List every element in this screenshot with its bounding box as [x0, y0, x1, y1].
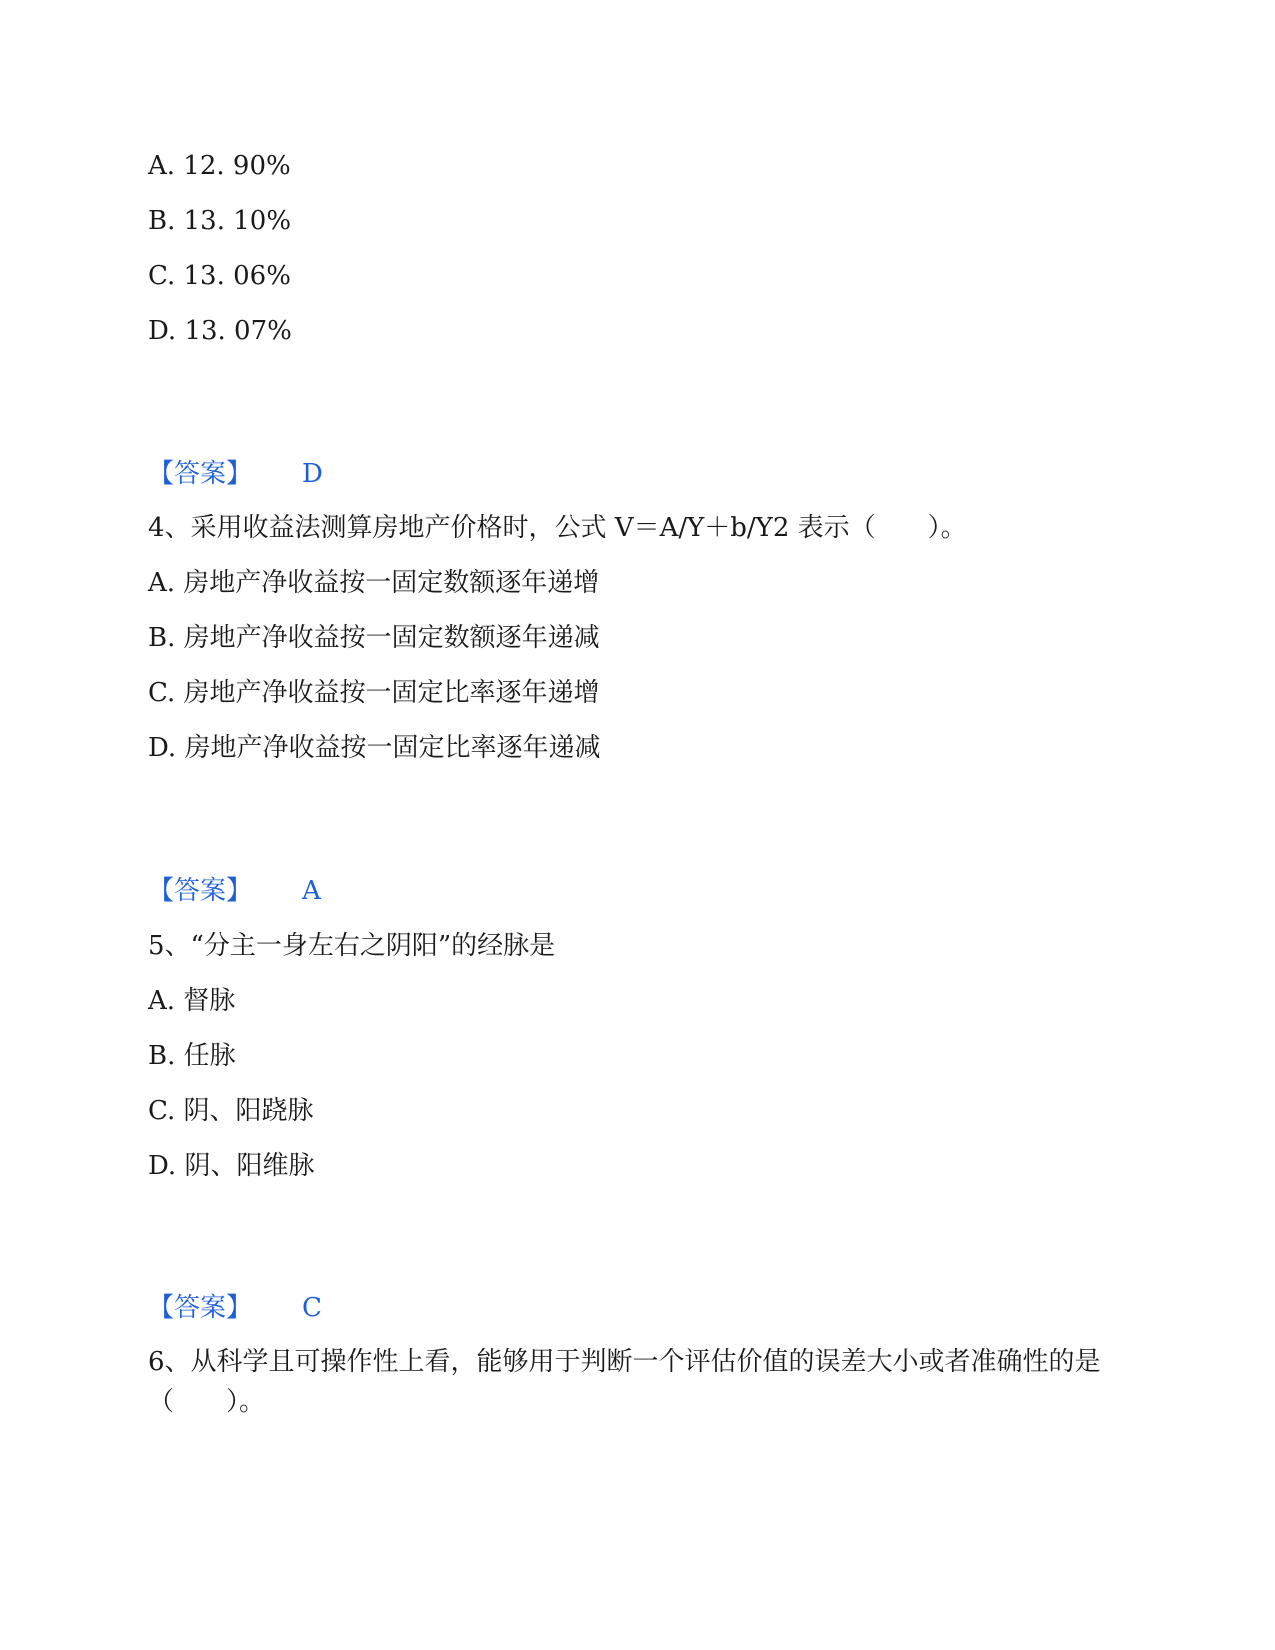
- answer-label: 【答案】: [148, 1293, 253, 1323]
- q4-question: 4、采用收益法测算房地产价格时，公式 V＝A/Y＋b/Y2 表示（ ）。: [148, 513, 967, 543]
- q4-option-a: A. 房地产净收益按一固定数额逐年递增: [148, 568, 600, 598]
- q3-option-a: A. 12. 90%: [148, 151, 291, 181]
- q4-option-d: D. 房地产净收益按一固定比率逐年递减: [148, 733, 601, 763]
- answer-label: 【答案】: [148, 459, 253, 489]
- q4-option-b: B. 房地产净收益按一固定数额逐年递减: [148, 623, 600, 653]
- q6-question: 6、从科学且可操作性上看，能够用于判断一个评估价值的误差大小或者准确性的是（ ）。: [148, 1347, 1101, 1417]
- q3-option-d: D. 13. 07%: [148, 316, 292, 346]
- q3-option-c: C. 13. 06%: [148, 261, 291, 291]
- q4-answer: [148, 873, 321, 909]
- q5-option-c: C. 阴、阳跷脉: [148, 1096, 314, 1126]
- answer-value: D: [302, 459, 323, 489]
- q3-option-b: B. 13. 10%: [148, 206, 292, 236]
- q5-option-a: A. 督脉: [148, 986, 236, 1016]
- q5-question: 5、“分主一身左右之阴阳”的经脉是: [148, 931, 556, 961]
- q5-option-d: D. 阴、阳维脉: [148, 1151, 315, 1181]
- q4-option-c: C. 房地产净收益按一固定比率逐年递增: [148, 678, 600, 708]
- answer-value: A: [302, 876, 321, 906]
- answer-label: 【答案】: [148, 876, 253, 906]
- q3-answer: [148, 456, 323, 492]
- q5-option-b: B. 任脉: [148, 1041, 236, 1071]
- q5-answer: [148, 1290, 322, 1326]
- answer-value: C: [302, 1293, 322, 1323]
